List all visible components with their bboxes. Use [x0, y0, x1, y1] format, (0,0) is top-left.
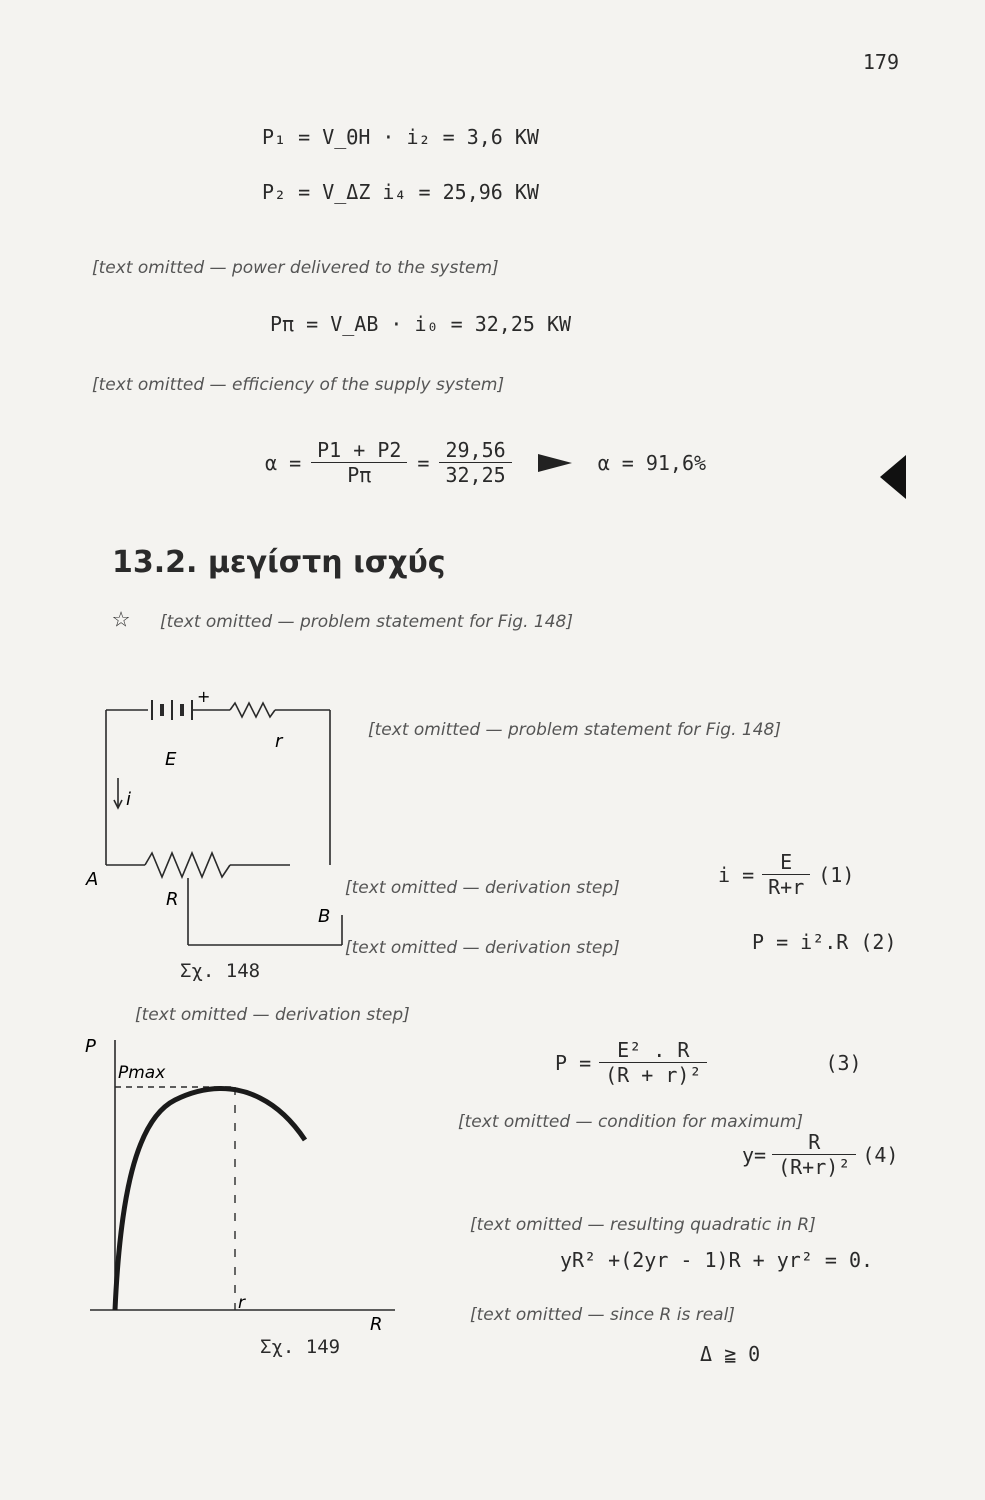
- label-i: i: [126, 789, 132, 810]
- load-resistor-R: [145, 853, 230, 877]
- text-placeholder-derivation-5: [text omitted — since R is real]: [470, 1305, 735, 1325]
- power3-lhs: P =: [555, 1050, 592, 1075]
- label-R: R: [166, 889, 179, 910]
- power3-fraction: [599, 1038, 707, 1087]
- label-r-optimum: r: [238, 1293, 245, 1313]
- text-placeholder-efficiency: [text omitted — efficiency of the supply system]: [92, 375, 505, 395]
- formula-p1: P₁ = V_ΘΗ · i₂ = 3,6 KW: [262, 125, 539, 149]
- current-fraction: [762, 850, 810, 899]
- formula-ppi: Pπ = V_AB · i₀ = 32,25 KW: [270, 312, 572, 336]
- axis-label-P: P: [85, 1036, 96, 1057]
- alpha-fraction: [311, 438, 407, 487]
- label-A: A: [86, 869, 99, 890]
- result-arrow-icon: [538, 454, 572, 472]
- ratio-numerator: 29,56: [439, 438, 511, 463]
- figure-148-caption: Σχ. 148: [180, 960, 261, 982]
- text-placeholder-problem-cont: [text omitted — problem statement for Fig. 148]: [368, 720, 781, 740]
- figure-148-circuit: [80, 690, 350, 990]
- label-r: r: [275, 731, 283, 752]
- power-equation-3: [555, 1038, 862, 1087]
- current-equation: [718, 850, 854, 899]
- formula-p2: P₂ = V_ΔΖ i₄ = 25,96 KW: [262, 180, 539, 204]
- text-placeholder-problem: [text omitted — problem statement for Fig. 148]: [160, 612, 573, 632]
- efficiency-equation: [265, 438, 706, 487]
- figure-149-power-curve: [80, 1030, 400, 1350]
- ratio-fraction: [439, 438, 511, 487]
- y-numerator: R: [772, 1130, 856, 1155]
- y-equation: [742, 1130, 898, 1179]
- y-denominator: (R+r)²: [778, 1155, 851, 1179]
- text-placeholder-derivation-2: [text omitted — derivation step]: [345, 938, 620, 958]
- alpha-lhs: α =: [265, 450, 302, 475]
- page-number: 179: [862, 50, 899, 74]
- current-tag: (1): [818, 862, 855, 887]
- text-placeholder-derivation-4: [text omitted — resulting quadratic in R]: [470, 1215, 816, 1235]
- y-lhs: y=: [742, 1142, 767, 1167]
- current-denominator: R+r: [768, 875, 805, 899]
- axis-label-R: R: [370, 1314, 383, 1335]
- equals-sign: =: [417, 450, 430, 475]
- text-placeholder-derivation-3: [text omitted — condition for maximum]: [458, 1112, 804, 1132]
- text-placeholder-derivation-2b: [text omitted — derivation step]: [135, 1005, 410, 1025]
- text-placeholder-power: [text omitted — power delivered to the system]: [92, 258, 499, 278]
- current-lhs: i =: [718, 862, 755, 887]
- label-plus: +: [197, 690, 211, 706]
- quadratic-equation: yR² +(2yr - 1)R + yr² = 0.: [560, 1248, 874, 1272]
- label-B: B: [318, 906, 331, 927]
- text-placeholder-derivation-1: [text omitted — derivation step]: [345, 878, 620, 898]
- alpha-numerator: P1 + P2: [311, 438, 407, 463]
- label-pmax: Pmax: [118, 1063, 166, 1083]
- power-curve: [115, 1088, 305, 1310]
- label-E: E: [165, 749, 177, 770]
- y-fraction: [772, 1130, 856, 1179]
- y-tag: (4): [862, 1142, 899, 1167]
- power-equation: P = i².R (2): [752, 930, 897, 954]
- section-heading: 13.2. μεγίστη ισχύς: [112, 545, 446, 580]
- alpha-denominator: Pπ: [347, 463, 372, 487]
- current-numerator: E: [762, 850, 810, 875]
- ratio-denominator: 32,25: [445, 463, 506, 487]
- internal-resistor-r: [230, 703, 275, 717]
- figure-149-caption: Σχ. 149: [260, 1336, 341, 1358]
- discriminant-condition: Δ ≧ 0: [700, 1342, 761, 1366]
- power3-denominator: (R + r)²: [605, 1063, 702, 1087]
- power3-tag: (3): [825, 1050, 862, 1075]
- star-icon: ☆: [112, 600, 131, 635]
- power3-numerator: E² . R: [599, 1038, 707, 1063]
- margin-marker-icon: [880, 455, 906, 499]
- alpha-result: α = 91,6%: [597, 450, 707, 475]
